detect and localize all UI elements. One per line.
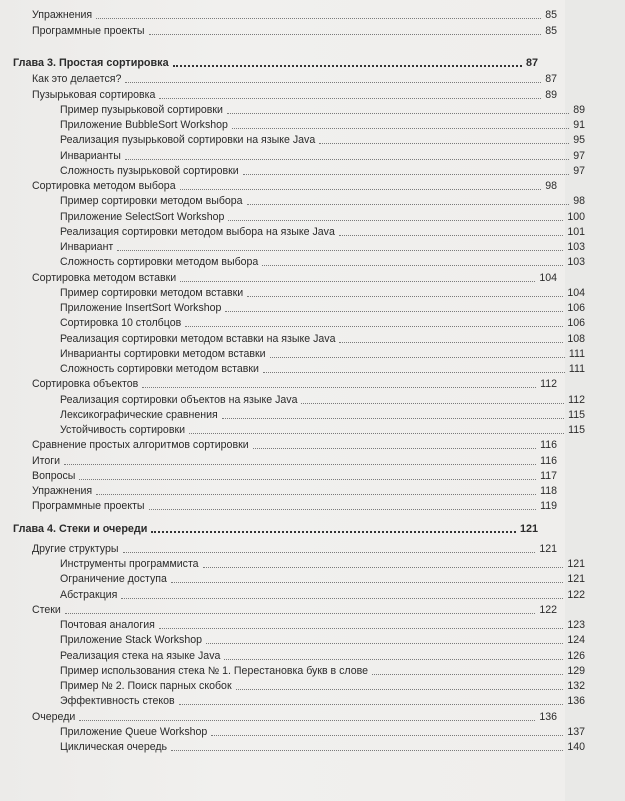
dot-leader (159, 97, 541, 99)
dot-leader (270, 356, 565, 358)
toc-entry-page: 89 (573, 104, 585, 116)
toc-entry-page: 95 (573, 134, 585, 146)
dot-leader (232, 127, 569, 129)
toc-entry-title: Пузырьковая сортировка (32, 89, 156, 101)
toc-entry (0, 179, 597, 193)
dot-leader (203, 566, 564, 568)
dot-leader (142, 386, 536, 388)
dot-leader (117, 249, 563, 251)
toc-entry-title: Приложение Queue Workshop (60, 726, 208, 738)
toc-entry-page: 87 (545, 73, 557, 85)
toc-entry-page: 116 (540, 439, 557, 451)
dot-leader (319, 142, 569, 144)
toc-entry-title: Почтовая аналогия (60, 619, 155, 631)
toc-entry-title: Пример использования стека № 1. Перестановка букв в слове (60, 665, 369, 677)
toc-entry-title: Реализация стека на языке Java (60, 650, 221, 662)
toc-entry-title: Сложность сортировки методом вставки (60, 363, 259, 375)
dot-leader (171, 749, 563, 751)
toc-entry (0, 423, 625, 437)
toc-entry (0, 588, 625, 602)
toc-entry-page: 104 (567, 287, 585, 299)
toc-entry (0, 542, 597, 556)
toc-entry (0, 133, 625, 147)
toc-entry-title: Реализация сортировки методом вставки на языке Java (60, 333, 336, 345)
toc-entry (0, 408, 625, 422)
toc-entry-title: Итоги (32, 455, 61, 467)
toc-entry-page: 112 (568, 394, 585, 406)
toc-entry-title: Приложение SelectSort Workshop (60, 211, 225, 223)
toc-entry-title: Сложность пузырьковой сортировки (60, 165, 239, 177)
dot-leader (206, 642, 563, 644)
toc-entry-title: Упражнения (32, 485, 93, 497)
toc-entry-title: Пример № 2. Поиск парных скобок (60, 680, 232, 692)
dot-leader (96, 17, 541, 19)
toc-entry (0, 271, 597, 285)
toc-entry-title: Реализация пузырьковой сортировки на языке Java (60, 134, 316, 146)
dot-leader (185, 325, 563, 327)
toc-entry-page: 87 (525, 57, 538, 69)
toc-entry-title: Инструменты программиста (60, 558, 199, 570)
toc-entry-title: Другие структуры (32, 543, 119, 555)
toc-entry-page: 124 (567, 634, 585, 646)
toc-entry (0, 633, 625, 647)
toc-entry-title: Стеки (32, 604, 61, 616)
toc-entry (0, 362, 625, 376)
dot-leader (263, 371, 565, 373)
toc-entry-title: Сортировка объектов (32, 378, 139, 390)
toc-entry (0, 225, 625, 239)
toc-entry (0, 603, 597, 617)
toc-entry-page: 108 (567, 333, 585, 345)
dot-leader (123, 551, 536, 553)
toc-entry-title: Пример сортировки методом вставки (60, 287, 244, 299)
toc-entry-page: 129 (567, 665, 585, 677)
toc-entry-page: 97 (573, 165, 585, 177)
dot-leader (243, 173, 570, 175)
toc-entry (0, 164, 625, 178)
dot-leader (228, 219, 563, 221)
dot-leader (125, 158, 569, 160)
toc-entry (0, 438, 597, 452)
dot-leader (227, 112, 569, 114)
toc-entry-page: 85 (545, 25, 557, 37)
toc-entry (0, 210, 625, 224)
toc-entry (0, 499, 597, 513)
toc-entry-page: 101 (567, 226, 585, 238)
dot-leader (121, 597, 563, 599)
toc-entry (0, 649, 625, 663)
toc-entry-page: 89 (545, 89, 557, 101)
toc-entry (0, 347, 625, 361)
toc-entry (0, 332, 625, 346)
toc-entry-page: 122 (567, 589, 585, 601)
toc-entry (0, 301, 625, 315)
dot-leader (180, 280, 535, 282)
toc-entry (0, 618, 625, 632)
toc-entry (0, 710, 597, 724)
toc-entry (0, 255, 625, 269)
toc-entry-page: 106 (567, 302, 585, 314)
toc-entry-page: 97 (573, 150, 585, 162)
toc-entry-page: 91 (573, 119, 585, 131)
toc-entry-page: 112 (540, 378, 557, 390)
toc-entry-page: 103 (567, 256, 585, 268)
toc-entry-page: 140 (567, 741, 585, 753)
toc-entry-page: 123 (567, 619, 585, 631)
dot-leader (151, 530, 516, 533)
toc-entry-title: Программные проекты (32, 25, 145, 37)
dot-leader (262, 264, 563, 266)
dot-leader (149, 508, 537, 510)
toc-entry-page: 116 (540, 455, 557, 467)
toc-entry-page: 126 (567, 650, 585, 662)
dot-leader (253, 447, 536, 449)
toc-entry-title: Приложение InsertSort Workshop (60, 302, 222, 314)
toc-entry (0, 740, 625, 754)
dot-leader (224, 658, 563, 660)
toc-entry-title: Абстракция (60, 589, 118, 601)
toc-entry (0, 377, 597, 391)
toc-entry-page: 132 (567, 680, 585, 692)
dot-leader (79, 719, 535, 721)
toc-entry-title: Ограничение доступа (60, 573, 167, 585)
dot-leader (64, 463, 536, 465)
toc-entry (0, 194, 625, 208)
toc-entry (0, 8, 597, 22)
toc-entry-title: Пример пузырьковой сортировки (60, 104, 223, 116)
toc-entry-title: Глава 3. Простая сортировка (13, 57, 169, 69)
toc-entry-title: Приложение Stack Workshop (60, 634, 203, 646)
dot-leader (211, 734, 563, 736)
toc-entry-page: 121 (567, 573, 585, 585)
toc-entry-title: Реализация сортировки объектов на языке Java (60, 394, 298, 406)
toc-entry (0, 149, 625, 163)
toc-entry (0, 103, 625, 117)
toc-entry-page: 100 (567, 211, 585, 223)
toc-entry (0, 72, 597, 86)
toc-entry (0, 725, 625, 739)
dot-leader (339, 341, 563, 343)
toc-entry (0, 118, 625, 132)
toc-entry-title: Циклическая очередь (60, 741, 168, 753)
toc-entry-page: 98 (573, 195, 585, 207)
toc-chapter (0, 56, 578, 70)
toc-entry (0, 88, 597, 102)
toc-entry-title: Очереди (32, 711, 76, 723)
toc-entry-title: Сортировка 10 столбцов (60, 317, 182, 329)
dot-leader (301, 402, 564, 404)
dot-leader (125, 81, 541, 83)
toc-entry-page: 115 (568, 409, 585, 421)
dot-leader (372, 673, 563, 675)
toc-entry (0, 393, 625, 407)
toc-entry-page: 121 (519, 523, 538, 535)
toc-entry-title: Как это делается? (32, 73, 122, 85)
toc-entry-title: Приложение BubbleSort Workshop (60, 119, 228, 131)
toc-entry-title: Сортировка методом вставки (32, 272, 177, 284)
toc-entry-title: Пример сортировки методом выбора (60, 195, 243, 207)
toc-entry-title: Устойчивость сортировки (60, 424, 186, 436)
dot-leader (236, 688, 564, 690)
toc-entry (0, 694, 625, 708)
toc-entry-page: 115 (568, 424, 585, 436)
toc-entry-page: 104 (539, 272, 557, 284)
toc-entry-title: Упражнения (32, 9, 93, 21)
toc-entry (0, 454, 597, 468)
toc-entry-title: Инвариант (60, 241, 114, 253)
toc-entry-page: 122 (539, 604, 557, 616)
dot-leader (159, 627, 563, 629)
dot-leader (222, 417, 564, 419)
toc-entry-page: 121 (567, 558, 585, 570)
toc-entry-page: 118 (540, 485, 557, 497)
toc-entry-title: Эффективность стеков (60, 695, 175, 707)
dot-leader (247, 203, 570, 205)
toc-entry-page: 119 (540, 500, 557, 512)
dot-leader (149, 33, 542, 35)
dot-leader (225, 310, 563, 312)
dot-leader (96, 493, 536, 495)
toc-entry-page: 137 (567, 726, 585, 738)
toc-entry-title: Глава 4. Стеки и очереди (13, 523, 148, 535)
toc-entry (0, 664, 625, 678)
toc-entry-title: Реализация сортировки методом выбора на языке Java (60, 226, 335, 238)
toc-entry (0, 572, 625, 586)
toc-entry-page: 106 (567, 317, 585, 329)
toc-entry (0, 24, 597, 38)
toc-entry (0, 484, 597, 498)
toc-entry-title: Вопросы (32, 470, 76, 482)
toc-entry (0, 286, 625, 300)
toc-entry-page: 98 (545, 180, 557, 192)
toc-entry-page: 85 (545, 9, 557, 21)
toc-entry-title: Программные проекты (32, 500, 145, 512)
toc-entry (0, 240, 625, 254)
toc-entry-title: Сравнение простых алгоритмов сортировки (32, 439, 249, 451)
toc-entry-page: 111 (568, 348, 585, 360)
dot-leader (189, 432, 564, 434)
toc-entry-title: Инварианты (60, 150, 121, 162)
toc-entry-title: Сортировка методом выбора (32, 180, 176, 192)
toc-entry (0, 679, 625, 693)
toc-chapter (0, 522, 578, 536)
toc-entry-page: 111 (568, 363, 585, 375)
dot-leader (247, 295, 563, 297)
dot-leader (171, 581, 563, 583)
toc-entry-page: 117 (540, 470, 557, 482)
dot-leader (339, 234, 563, 236)
toc-entry-title: Инварианты сортировки методом вставки (60, 348, 266, 360)
dot-leader (65, 612, 535, 614)
toc-entry (0, 316, 625, 330)
toc-entry-title: Сложность сортировки методом выбора (60, 256, 259, 268)
dot-leader (79, 478, 536, 480)
toc-entry-page: 136 (539, 711, 557, 723)
dot-leader (180, 188, 542, 190)
toc-entry-page: 121 (539, 543, 557, 555)
dot-leader (179, 703, 564, 705)
toc-entry (0, 469, 597, 483)
toc-entry-page: 136 (567, 695, 585, 707)
toc-entry-page: 103 (567, 241, 585, 253)
toc-entry-title: Лексикографические сравнения (60, 409, 218, 421)
dot-leader (173, 64, 522, 67)
toc-entry (0, 557, 625, 571)
